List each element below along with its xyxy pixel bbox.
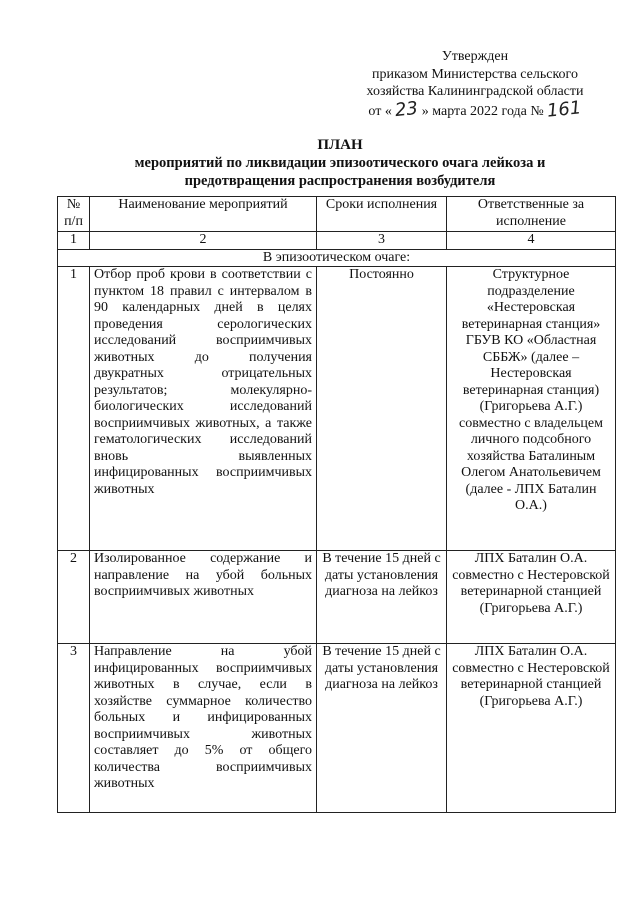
title-sub-1: мероприятий по ликвидации эпизоотического очага лейкоза и [134,155,546,171]
table-row [58,551,616,644]
title-sub-2: предотвращения распространения возбудителя [184,173,496,189]
table-header-row [58,197,616,232]
row-responsible: ЛПХ Баталин О.А. совместно с Нестеровской ветеринарной станцией (Григорьева А.Г.) [447,551,616,644]
header-responsible: Ответственные за исполнение [447,197,616,232]
row-responsible: Структурное подразделение «Нестеровская ветеринарная станция» ГБУВ КО «Областная СББЖ» (далее – Нестеровская ветеринарная станция) (Григорьева А.Г.) совместно с владельцем личного подсобного хозяйства Баталиным Олегом Анатольевичем (далее - ЛПХ Баталин О.А.) [447,267,616,551]
approval-date-line [340,96,610,122]
column-number-3: 3 [317,232,447,250]
date-day-handwritten: 23 [394,97,420,121]
table-row [58,644,616,813]
approval-line-2: приказом Министерства сельского [372,66,578,82]
row-responsible: ЛПХ Баталин О.А. совместно с Нестеровской ветеринарной станцией (Григорьева А.Г.) [447,644,616,813]
date-suffix: » марта 2022 года № [421,103,544,119]
order-number-handwritten: 161 [546,96,583,122]
column-number-row [58,232,616,250]
row-number: 3 [58,644,90,813]
row-term: Постоянно [317,267,447,551]
row-term: В течение 15 дней с даты установления диагноза на лейкоз [317,644,447,813]
header-term: Сроки исполнения [317,197,447,232]
row-number: 1 [58,267,90,551]
header-num: № п/п [58,197,90,232]
plan-table [57,196,616,813]
row-number: 2 [58,551,90,644]
row-activity: Направление на убой инфицированных восприимчивых животных в случае, если в хозяйстве суммарное количество больных и инфицированных восприимчивых животных составляет до 5% от общего количества восприимчивых животных [90,644,317,813]
approval-block [340,48,610,120]
column-number-1: 1 [58,232,90,250]
section-row [58,249,616,267]
column-number-2: 2 [90,232,317,250]
column-number-4: 4 [447,232,616,250]
title-main: ПЛАН [317,137,363,153]
document-title [40,136,640,190]
table-row [58,267,616,551]
row-term: В течение 15 дней с даты установления диагноза на лейкоз [317,551,447,644]
row-activity: Отбор проб крови в соответствии с пунктом 18 правил с интервалом в 90 календарных дней в целях проведения серологических исследований восприимчивых животных до получения двукратных отрицательных результатов; молекулярно-биологических исследований восприимчивых животных, а также гематологических исследований вновь выявленных инфицированных восприимчивых животных [90,267,317,551]
approval-line-3: хозяйства Калининградской области [366,84,584,99]
header-name: Наименование мероприятий [90,197,317,232]
row-activity: Изолированное содержание и направление на убой больных восприимчивых животных [90,551,317,644]
approval-line-1: Утвержден [441,49,509,64]
section-title: В эпизоотическом очаге: [58,249,616,267]
date-prefix: от « [368,103,392,119]
